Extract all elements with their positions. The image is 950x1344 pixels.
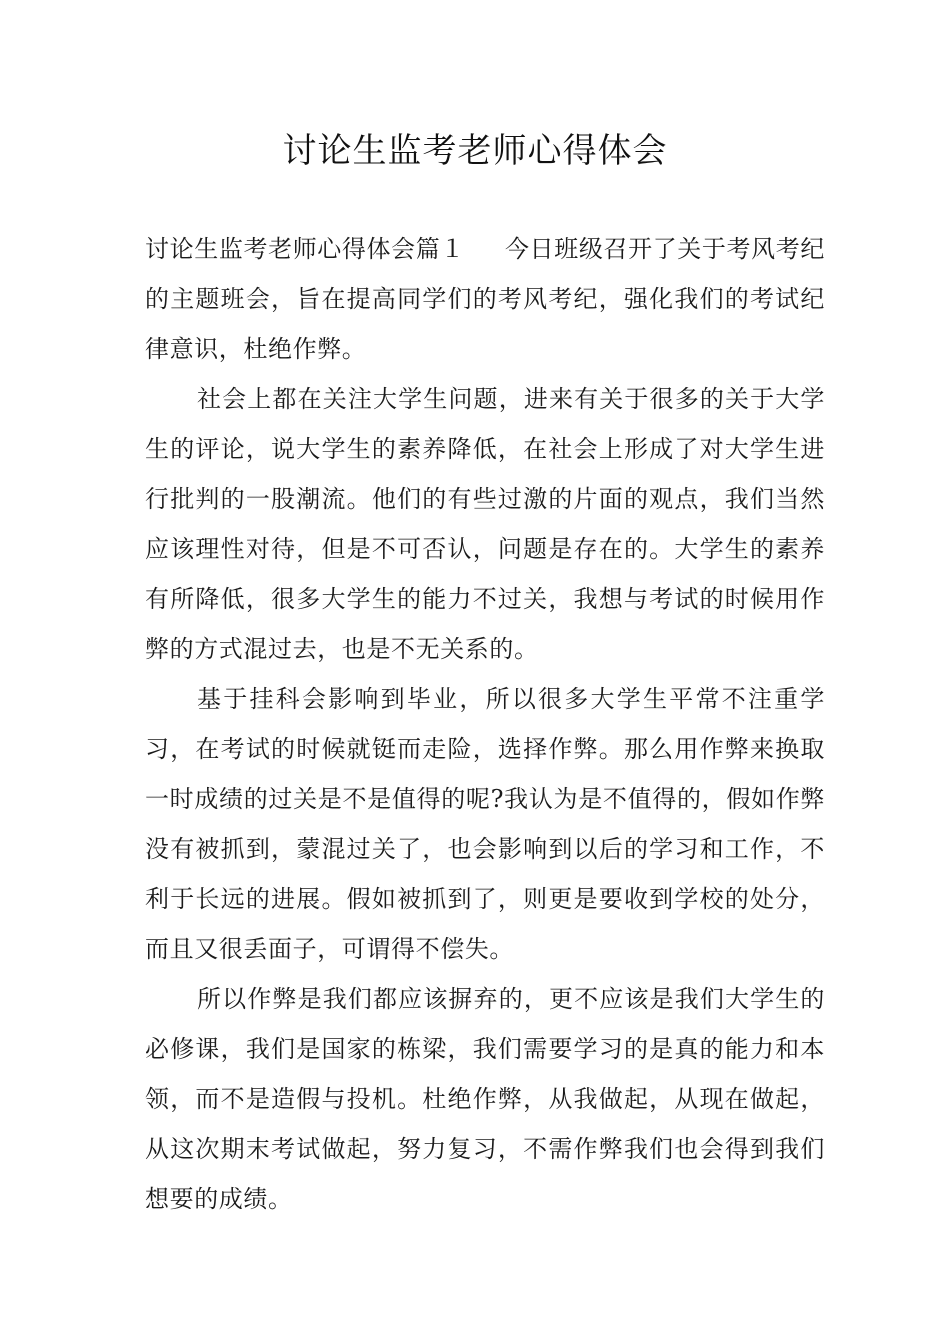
document-title: 讨论生监考老师心得体会 xyxy=(282,131,668,171)
paragraph-1-text: 今日班级召开了关于考风考纪的主题班会，旨在提高同学们的考风考纪，强化我们的考试纪律意识，杜绝作弊。 xyxy=(145,235,825,363)
paragraph-1 xyxy=(145,224,825,374)
document-body xyxy=(145,224,825,1224)
paragraph-3: 基于挂科会影响到毕业，所以很多大学生平常不注重学习，在考试的时候就铤而走险，选择作弊。那么用作弊来换取一时成绩的过关是不是值得的呢?我认为是不值得的，假如作弊没有被抓到，蒙混过关了，也会影响到以后的学习和工作，不利于长远的进展。假如被抓到了，则更是要收到学校的处分，而且又很丢面子，可谓得不偿失。 xyxy=(145,685,825,963)
section-heading: 讨论生监考老师心得体会篇１ xyxy=(145,235,465,263)
paragraph-2: 社会上都在关注大学生问题，进来有关于很多的关于大学生的评论，说大学生的素养降低，在社会上形成了对大学生进行批判的一股潮流。他们的有些过激的片面的观点，我们当然应该理性对待，但是不可否认，问题是存在的。大学生的素养有所降低，很多大学生的能力不过关，我想与考试的时候用作弊的方式混过去，也是不无关系的。 xyxy=(145,385,825,663)
paragraph-4: 所以作弊是我们都应该摒弃的，更不应该是我们大学生的必修课，我们是国家的栋梁，我们需要学习的是真的能力和本领，而不是造假与投机。杜绝作弊，从我做起，从现在做起，从这次期末考试做起，努力复习，不需作弊我们也会得到我们想要的成绩。 xyxy=(145,985,825,1213)
